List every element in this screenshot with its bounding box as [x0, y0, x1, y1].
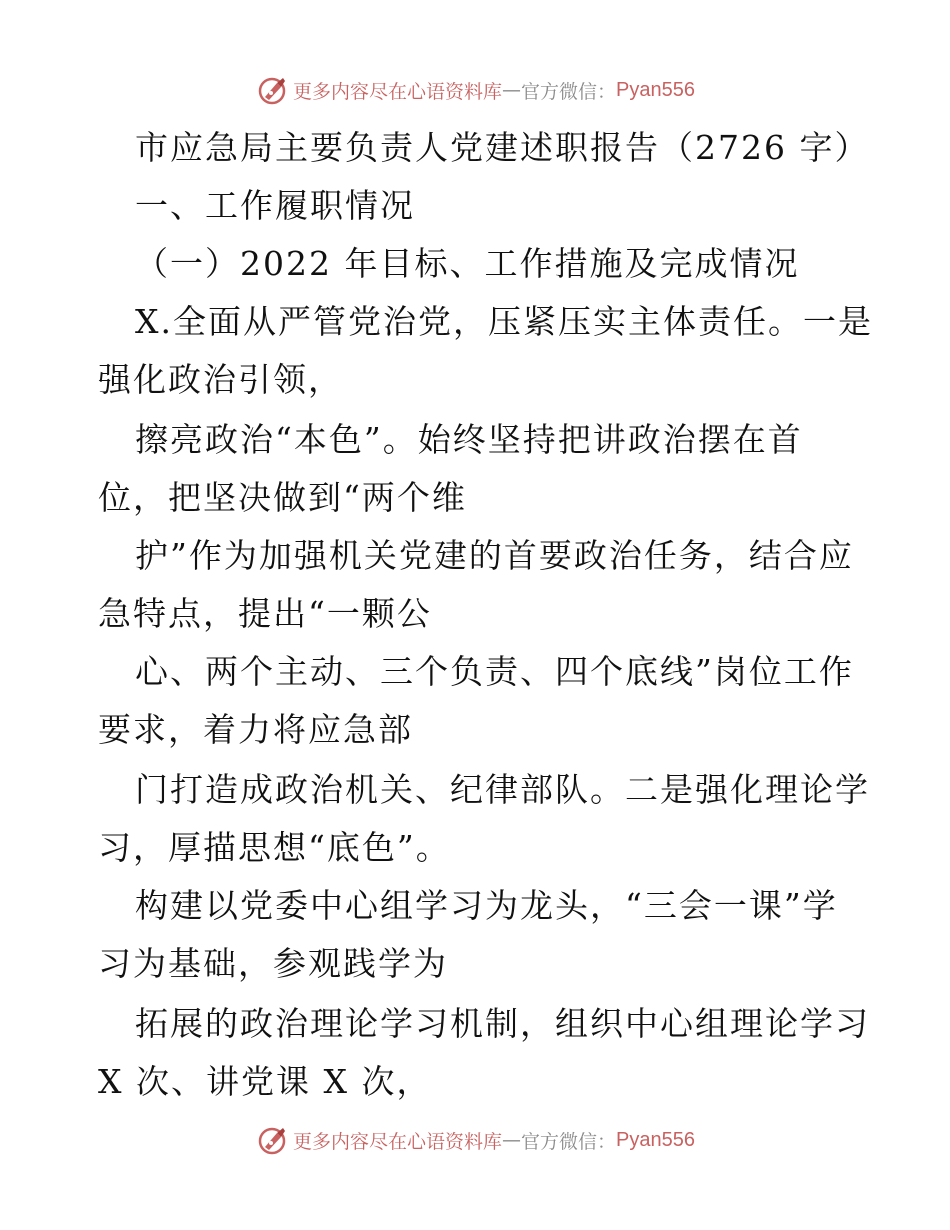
paragraph-line: 护”作为加强机关党建的首要政治任务，结合应: [135, 536, 854, 575]
banner-wechat-id: Pyan556: [616, 1128, 695, 1151]
banner-wechat-label: 官方微信：: [521, 1130, 617, 1153]
paragraph-line: 位，把坚决做到“两个维: [98, 478, 467, 517]
section-heading: 一、工作履职情况: [135, 186, 415, 225]
paragraph-line: 拓展的政治理论学习机制，组织中心组理论学习: [135, 1004, 870, 1043]
pen-nib-logo-icon: [255, 1123, 289, 1157]
paragraph-line: 门打造成政治机关、纪律部队。二是强化理论学: [135, 770, 870, 809]
paragraph-line: 要求，着力将应急部: [98, 710, 413, 749]
footer-banner: [0, 1120, 950, 1160]
paragraph-line: 强化政治引领，: [98, 360, 343, 399]
paragraph-line: 习为基础，参观践学为: [98, 944, 448, 983]
banner-text: 更多内容尽在心语资料库: [293, 80, 503, 103]
paragraph-line: 急特点，提出“一颗公: [98, 594, 432, 633]
header-banner: [0, 70, 950, 110]
paragraph-line: 习，厚描思想“底色”。: [98, 828, 451, 867]
banner-text: 更多内容尽在心语资料库: [293, 1130, 503, 1153]
subsection-heading: （一）2022 年目标、工作措施及完成情况: [135, 244, 800, 283]
paragraph-line: 构建以党委中心组学习为龙头，“三会一课”学: [135, 886, 838, 925]
banner-separator: —: [502, 1129, 522, 1151]
paragraph-line: X 次、讲党课 X 次，: [98, 1062, 432, 1101]
banner-wechat-id: Pyan556: [616, 78, 695, 101]
paragraph-line: 心、两个主动、三个负责、四个底线”岗位工作: [135, 652, 854, 691]
banner-wechat-label: 官方微信：: [521, 80, 617, 103]
paragraph-line: X.全面从严管党治党，压紧压实主体责任。一是: [135, 302, 873, 341]
banner-separator: —: [502, 79, 522, 101]
pen-nib-logo-icon: [255, 73, 289, 107]
paragraph-line: 擦亮政治“本色”。始终坚持把讲政治摆在首: [135, 420, 803, 459]
document-title: 市应急局主要负责人党建述职报告（2726 字）: [135, 128, 870, 167]
